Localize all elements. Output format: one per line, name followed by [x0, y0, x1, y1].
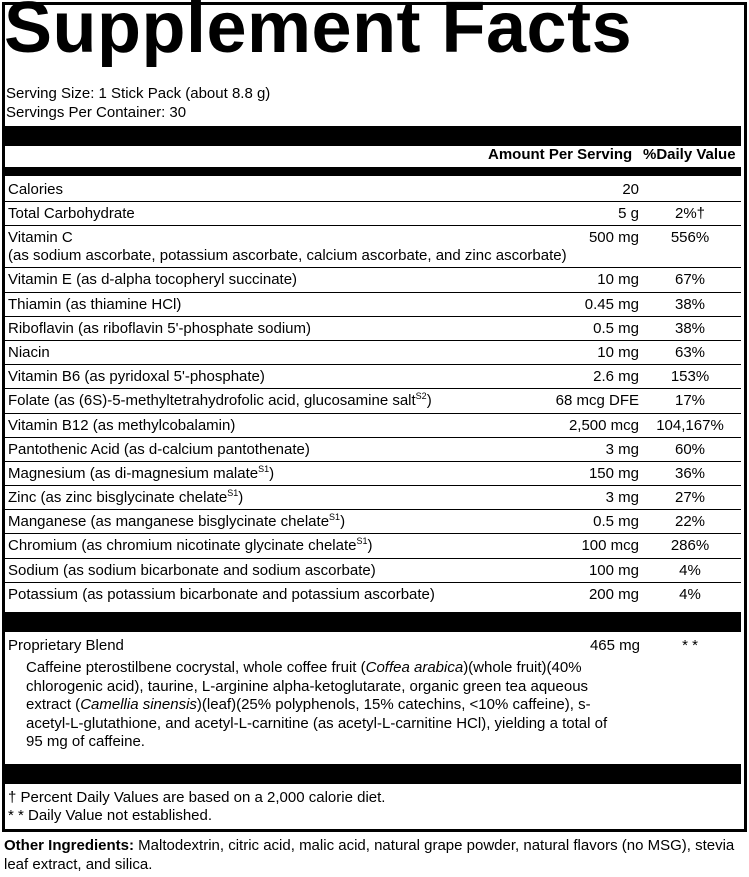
nutrient-name: Zinc (as zinc bisglycinate chelate$^{S1}$) — [8, 488, 244, 507]
blend-description: Caffeine pterostilbene cocrystal, whole coffee fruit (Coffea arabica)(whole fruit)(40% chlorogenic acid), taurine, L-arginine alpha-ketoglutarate, organic green tea aqueous extract (Camellia sinensis)(leaf)(25% polyphenols, 15% catechins, <10% caffeine), s-acetyl-L-glutathione, and acetyl-L-carnitine (as acetyl-L-carnitine HCl), yielding a total of 95 mg of caffeine. — [26, 659, 608, 750]
table-row — [4, 462, 741, 486]
nutrient-amount: 0.5 mg — [593, 319, 639, 337]
nutrient-name: Manganese (as manganese bisglycinate chelate$^{S1}$) — [8, 512, 346, 531]
nutrient-daily-value: 36% — [674, 464, 706, 482]
blend-amount: 465 mg — [589, 637, 640, 654]
nutrient-amount: 150 mg — [588, 464, 639, 482]
table-row — [4, 202, 741, 226]
footer-divider-bar — [4, 764, 741, 784]
other-ingredients — [4, 836, 744, 874]
nutrient-name: Magnesium (as di-magnesium malate$^{S1}$) — [8, 463, 275, 482]
nutrient-table — [4, 178, 741, 607]
nutrient-amount: 0.45 mg — [584, 295, 639, 313]
nutrient-name: Niacin — [8, 343, 50, 361]
source-superscript: S1 — [258, 463, 270, 474]
nutrient-name: Folate (as (6S)-5-methyltetrahydrofolic acid, glucosamine salt$^{S2}$) — [8, 391, 432, 410]
nutrient-daily-value: 2%† — [674, 205, 706, 223]
nutrient-name: Calories — [8, 181, 64, 198]
nutrient-name: Vitamin C — [8, 229, 73, 247]
nutrient-amount: 68 mcg DFE — [555, 392, 639, 410]
header-divider-bar — [4, 167, 741, 176]
nutrient-name: Vitamin B6 (as pyridoxal 5'-phosphate) — [8, 368, 265, 386]
table-row — [4, 510, 741, 534]
source-superscript: S2 — [415, 391, 427, 402]
nutrient-daily-value: 27% — [674, 489, 706, 507]
nutrient-daily-value: 556% — [670, 229, 710, 247]
nutrient-amount: 100 mg — [588, 561, 639, 579]
blend-name: Proprietary Blend — [8, 637, 124, 654]
nutrient-amount: 5 g — [618, 205, 639, 223]
nutrient-amount: 2.6 mg — [593, 368, 639, 386]
table-row — [4, 534, 741, 558]
nutrient-amount: 2,500 mcg — [568, 416, 639, 434]
serving-size: Serving Size: 1 Stick Pack (about 8.8 g) — [6, 85, 271, 102]
footnote-not-established: * * Daily Value not established. — [8, 807, 213, 824]
table-row — [4, 226, 741, 268]
table-row — [4, 559, 741, 583]
table-row — [4, 341, 741, 365]
header-daily-value: %Daily Value — [643, 146, 736, 163]
nutrient-daily-value: 67% — [674, 271, 706, 289]
nutrient-daily-value: 38% — [674, 319, 706, 337]
nutrient-name: Riboflavin (as riboflavin 5'-phosphate sodium) — [8, 319, 312, 337]
nutrient-name: Potassium (as potassium bicarbonate and potassium ascorbate) — [8, 585, 435, 603]
nutrient-amount: 3 mg — [605, 489, 639, 507]
nutrient-amount: 20 — [622, 181, 639, 198]
panel-title: Supplement Facts — [4, 0, 633, 68]
nutrient-amount: 100 mcg — [581, 537, 639, 555]
nutrient-amount: 0.5 mg — [593, 513, 639, 531]
source-superscript: S1 — [329, 512, 341, 523]
table-row — [4, 486, 741, 510]
nutrient-name: Thiamin (as thiamine HCl) — [8, 295, 182, 313]
nutrient-amount: 500 mg — [588, 229, 639, 247]
nutrient-daily-value: 63% — [674, 343, 706, 361]
servings-per-container: Servings Per Container: 30 — [6, 104, 187, 121]
blend-daily-value: * * — [682, 637, 698, 654]
source-superscript: S1 — [227, 488, 239, 499]
nutrient-daily-value: 104,167% — [656, 416, 724, 434]
nutrient-daily-value: 17% — [674, 392, 706, 410]
nutrient-daily-value: 22% — [674, 513, 706, 531]
nutrient-daily-value: 153% — [670, 368, 710, 386]
table-row — [4, 178, 741, 202]
table-row — [4, 438, 741, 462]
table-row — [4, 268, 741, 292]
nutrient-amount: 10 mg — [597, 271, 639, 289]
nutrient-daily-value: 4% — [679, 561, 701, 579]
nutrient-name: Vitamin E (as d-alpha tocopheryl succinate) — [8, 271, 298, 289]
nutrient-name: Total Carbohydrate — [8, 205, 135, 223]
top-divider-bar — [4, 126, 741, 146]
header-amount-per-serving: Amount Per Serving — [488, 146, 633, 163]
nutrient-daily-value: 38% — [674, 295, 706, 313]
nutrient-name: Chromium (as chromium nicotinate glycinate chelate$^{S1}$) — [8, 536, 373, 555]
nutrient-name: Vitamin B12 (as methylcobalamin) — [8, 416, 236, 434]
nutrient-daily-value: 4% — [679, 585, 701, 603]
source-superscript: S1 — [356, 536, 368, 547]
nutrient-amount: 3 mg — [605, 440, 639, 458]
nutrient-daily-value: 60% — [674, 440, 706, 458]
table-row — [4, 293, 741, 317]
nutrient-name: Sodium (as sodium bicarbonate and sodium ascorbate) — [8, 561, 376, 579]
nutrient-source: (as sodium ascorbate, potassium ascorbate, calcium ascorbate, and zinc ascorbate) — [8, 247, 567, 265]
table-row — [4, 583, 741, 607]
footnote-daily-values: † Percent Daily Values are based on a 2,000 calorie diet. — [8, 789, 386, 806]
table-row — [4, 414, 741, 438]
table-row — [4, 389, 741, 413]
nutrient-name: Pantothenic Acid (as d-calcium pantothenate) — [8, 440, 310, 458]
table-row — [4, 317, 741, 341]
table-row — [4, 365, 741, 389]
other-ingredients-text: Maltodextrin, citric acid, malic acid, natural grape powder, natural flavors (no MSG), stevia leaf extract, and silica. — [4, 837, 735, 873]
nutrient-daily-value: 286% — [670, 537, 710, 555]
blend-divider-bar — [4, 612, 741, 632]
nutrient-amount: 200 mg — [588, 585, 639, 603]
nutrient-amount: 10 mg — [597, 343, 639, 361]
other-ingredients-label: Other Ingredients: — [4, 837, 135, 854]
